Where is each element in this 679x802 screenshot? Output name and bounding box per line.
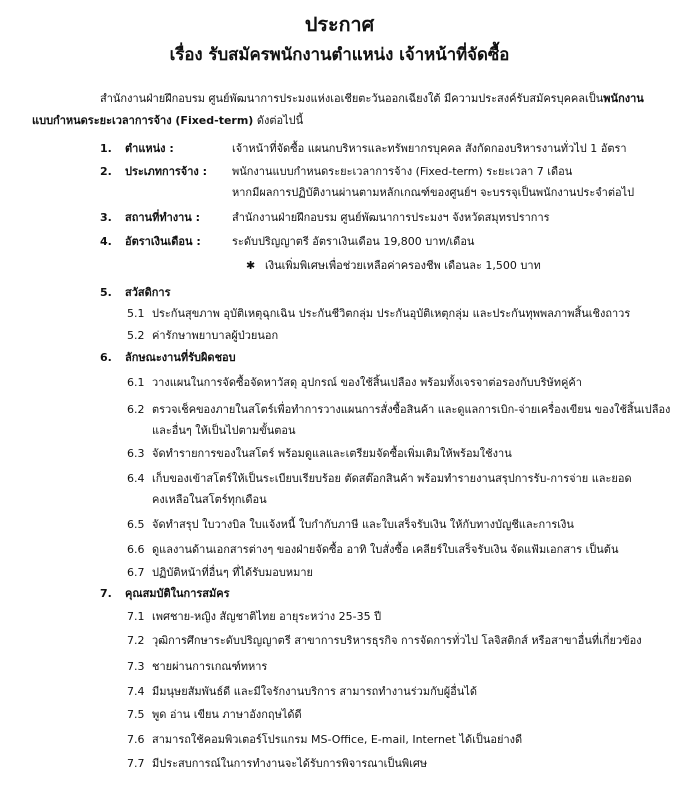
sub-item-number: 7.7 — [127, 757, 145, 770]
duty-item: เก็บของเข้าสโตร์ให้เป็นระเบียบเรียบร้อย ตัดสต๊อกสินค้า พร้อมทำรายงานสรุปการรับ-การจ่าย และยอด — [152, 472, 632, 485]
duty-item: จัดทำรายการของในสโตร์ พร้อมดูแลและเตรียมจัดซื้อเพิ่มเติมให้พร้อมใช้งาน — [152, 447, 512, 460]
qualification-item: สามารถใช้คอมพิวเตอร์โปรแกรม MS-Office, E-mail, Internet ได้เป็นอย่างดี — [152, 733, 523, 746]
workplace-value: สำนักงานฝ่ายฝึกอบรม ศูนย์พัฒนาการประมงฯ จังหวัดสมุทรปราการ — [232, 211, 550, 224]
duty-item: วางแผนในการจัดซื้อจัดหาวัสดุ อุปกรณ์ ของใช้สิ้นเปลือง พร้อมทั้งเจรจาต่อรองกับบริษัทคู่ค้า — [152, 376, 582, 389]
sub-item-number: 6.6 — [127, 543, 145, 556]
sub-item-number: 7.1 — [127, 610, 145, 623]
item-number: 3. — [100, 211, 112, 224]
intro-text: สำนักงานฝ่ายฝึกอบรม ศูนย์พัฒนาการประมงแห่งเอเชียตะวันออกเฉียงใต้ มีความประสงค์รับสมัครบุคคลเป็น — [100, 92, 604, 105]
page-title: ประกาศ — [304, 13, 375, 36]
sub-item-number: 6.4 — [127, 472, 145, 485]
duty-item: ตรวจเช็คของภายในสโตร์เพื่อทำการวางแผนการสั่งซื้อสินค้า และดูแลการเบิก-จ่ายเครื่องเขียน ของใช้สิ้นเปลือง — [152, 403, 671, 416]
intro-line-1 — [100, 92, 644, 106]
salary-label: อัตราเงินเดือน : — [125, 235, 201, 248]
qualification-item: เพศชาย-หญิง สัญชาติไทย อายุระหว่าง 25-35 ปี — [152, 610, 382, 623]
benefits-heading: สวัสดิการ — [125, 286, 171, 299]
position-label: ตำแหน่ง : — [125, 142, 174, 155]
qualifications-heading: คุณสมบัติในการสมัคร — [125, 587, 230, 600]
sub-item-number: 7.3 — [127, 660, 145, 673]
section-number: 6. — [100, 351, 112, 364]
duty-item: ดูแลงานด้านเอกสารต่างๆ ของฝ่ายจัดซื้อ อาทิ ใบสั่งซื้อ เคลียร์ใบเสร็จรับเงิน จัดแฟ้มเอกสาร เป็นต้น — [152, 543, 619, 556]
qualification-item: ชายผ่านการเกณฑ์ทหาร — [152, 660, 268, 673]
employment-type-label: ประเภทการจ้าง : — [125, 165, 208, 178]
benefit-item: ค่ารักษาพยาบาลผู้ป่วยนอก — [152, 329, 279, 342]
sub-item-number: 7.2 — [127, 634, 145, 647]
intro-line-2 — [32, 114, 303, 128]
sub-item-number: 6.3 — [127, 447, 145, 460]
salary-value: ระดับปริญญาตรี อัตราเงินเดือน 19,800 บาท/เดือน — [232, 235, 475, 248]
employment-type-note: หากมีผลการปฏิบัติงานผ่านตามหลักเกณฑ์ของศูนย์ฯ จะบรรจุเป็นพนักงานประจำต่อไป — [232, 186, 635, 199]
qualification-item: มีมนุษยสัมพันธ์ดี และมีใจรักงานบริการ สามารถทำงานร่วมกับผู้อื่นได้ — [152, 685, 477, 698]
section-number: 5. — [100, 286, 112, 299]
employment-type-value: พนักงานแบบกำหนดระยะเวลาการจ้าง (Fixed-term) ระยะเวลา 7 เดือน — [232, 165, 573, 178]
salary-allowance: เงินเพิ่มพิเศษเพื่อช่วยเหลือค่าครองชีพ เดือนละ 1,500 บาท — [265, 259, 541, 272]
page-subtitle: เรื่อง รับสมัครพนักงานตำแหน่ง เจ้าหน้าที่จัดซื้อ — [169, 44, 510, 64]
item-number: 1. — [100, 142, 112, 155]
sub-item-number: 7.4 — [127, 685, 145, 698]
sub-item-number: 6.5 — [127, 518, 145, 531]
item-number: 4. — [100, 235, 112, 248]
section-number: 7. — [100, 587, 112, 600]
benefit-item: ประกันสุขภาพ อุบัติเหตุฉุกเฉิน ประกันชีวิตกลุ่ม ประกันอุบัติเหตุกลุ่ม และประกันทุพพลภาพสิ้นเชิงถาวร — [152, 307, 631, 320]
sub-item-number: 6.1 — [127, 376, 145, 389]
duty-item: ปฏิบัติหน้าที่อื่นๆ ที่ได้รับมอบหมาย — [152, 566, 314, 579]
intro-emphasis-2: แบบกำหนดระยะเวลาการจ้าง (Fixed-term) — [32, 114, 254, 127]
qualification-item: มีประสบการณ์ในการทำงานจะได้รับการพิจารณาเป็นพิเศษ — [152, 757, 428, 770]
sub-item-number: 6.7 — [127, 566, 145, 579]
sub-item-number: 7.5 — [127, 708, 145, 721]
bullet-icon: ✱ — [246, 259, 256, 272]
sub-item-number: 5.2 — [127, 329, 145, 342]
intro-emphasis: พนักงาน — [603, 92, 644, 105]
position-value: เจ้าหน้าที่จัดซื้อ แผนกบริหารและทรัพยากรบุคคล สังกัดกองบริหารงานทั่วไป 1 อัตรา — [232, 142, 627, 155]
duty-item-continued: คงเหลือในสโตร์ทุกเดือน — [152, 493, 267, 506]
intro-text-2: ดังต่อไปนี้ — [253, 114, 304, 127]
sub-item-number: 6.2 — [127, 403, 145, 416]
workplace-label: สถานที่ทำงาน : — [125, 211, 201, 224]
duty-item: จัดทำสรุป ใบวางบิล ใบแจ้งหนี้ ใบกำกับภาษี และใบเสร็จรับเงิน ให้กับทางบัญชีและการเงิน — [152, 518, 574, 531]
sub-item-number: 5.1 — [127, 307, 145, 320]
item-number: 2. — [100, 165, 112, 178]
duties-heading: ลักษณะงานที่รับผิดชอบ — [125, 351, 236, 364]
duty-item-continued: และอื่นๆ ให้เป็นไปตามขั้นตอน — [152, 424, 296, 437]
qualification-item: พูด อ่าน เขียน ภาษาอังกฤษได้ดี — [152, 708, 302, 721]
qualification-item: วุฒิการศึกษาระดับปริญญาตรี สาขาการบริหารธุรกิจ การจัดการทั่วไป โลจิสติกส์ หรือสาขาอื่นที่เกี่ยวข้อง — [152, 634, 642, 647]
sub-item-number: 7.6 — [127, 733, 145, 746]
